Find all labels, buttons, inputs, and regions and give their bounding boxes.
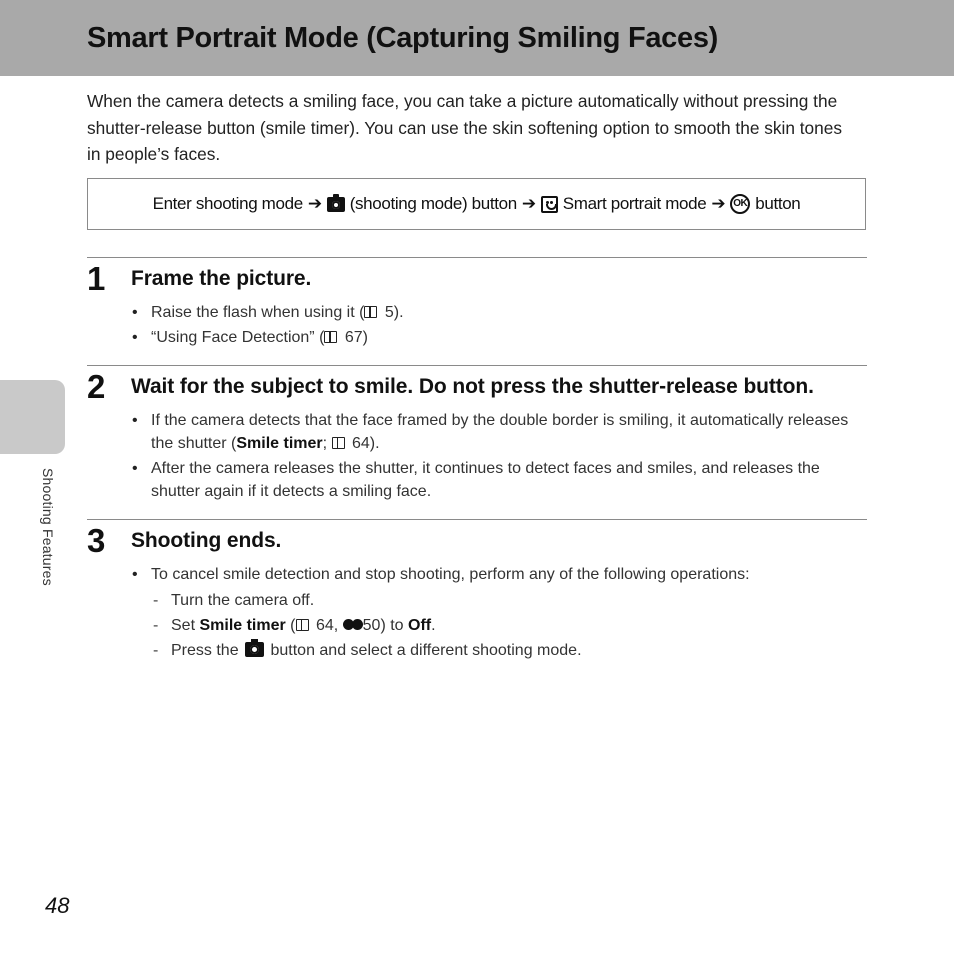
step-divider	[87, 519, 867, 520]
nav-step-button: button	[755, 194, 801, 213]
chapter-side-label: Shooting Features	[40, 468, 56, 586]
arrow-right-icon: ➔	[307, 194, 322, 213]
step-divider	[87, 257, 867, 258]
arrow-right-icon: ➔	[711, 194, 726, 213]
step-number: 3	[87, 522, 106, 559]
step-title: Wait for the subject to smile. Do not press the shutter-release button.	[131, 375, 814, 398]
intro-paragraph: When the camera detects a smiling face, you can take a picture automatically without pressing the shutter-release button (smile timer). You can use the skin softening option to smooth the skin tones in people’s faces.	[87, 91, 843, 164]
camera-icon	[245, 642, 264, 657]
nav-step-shooting-mode-button: (shooting mode) button	[349, 194, 517, 213]
arrow-right-icon: ➔	[521, 194, 536, 213]
step-bullet-list	[131, 301, 861, 349]
book-reference-icon	[364, 306, 377, 318]
list-item: • To cancel smile detection and stop shooting, perform any of the following operations: - Turn the camera off. - Set Smile timer ( 64, 50) to Off. - Press the button and select a different shooting mode.	[131, 563, 861, 663]
step-title: Shooting ends.	[131, 529, 282, 552]
step-divider	[87, 365, 867, 366]
page-number: 48	[45, 893, 70, 918]
book-reference-icon	[296, 619, 309, 631]
nav-step-smart-portrait-mode: Smart portrait mode	[562, 194, 707, 213]
smile-face-icon	[541, 196, 558, 213]
step-number: 2	[87, 368, 106, 405]
list-item: • If the camera detects that the face framed by the double border is smiling, it automatically releases the shutter (Smile timer; 64).	[131, 409, 861, 455]
page-title: Smart Portrait Mode (Capturing Smiling Faces)	[87, 22, 719, 54]
list-item: • After the camera releases the shutter, it continues to detect faces and smiles, and releases the shutter again if it detects a smiling face.	[131, 457, 861, 503]
sub-operation-list	[151, 588, 861, 663]
camera-icon	[327, 197, 345, 212]
list-item: - Set Smile timer ( 64, 50) to Off.	[151, 613, 861, 638]
step-bullet-list	[131, 563, 861, 663]
book-reference-icon	[332, 437, 345, 449]
list-item: - Press the button and select a different shooting mode.	[151, 638, 861, 663]
book-reference-icon	[324, 331, 337, 343]
list-item: • Raise the flash when using it ( 5).	[131, 301, 861, 324]
reference-section-icon	[343, 619, 363, 630]
nav-step-enter-shooting-mode: Enter shooting mode	[152, 194, 303, 213]
step-bullet-list	[131, 409, 861, 503]
navigation-path-box	[87, 178, 866, 230]
step-number: 1	[87, 260, 106, 297]
list-item: • “Using Face Detection” ( 67)	[131, 326, 861, 349]
list-item: - Turn the camera off.	[151, 588, 861, 613]
ok-button-icon: OK	[730, 194, 750, 214]
chapter-side-tab	[0, 380, 65, 454]
step-title: Frame the picture.	[131, 267, 312, 290]
